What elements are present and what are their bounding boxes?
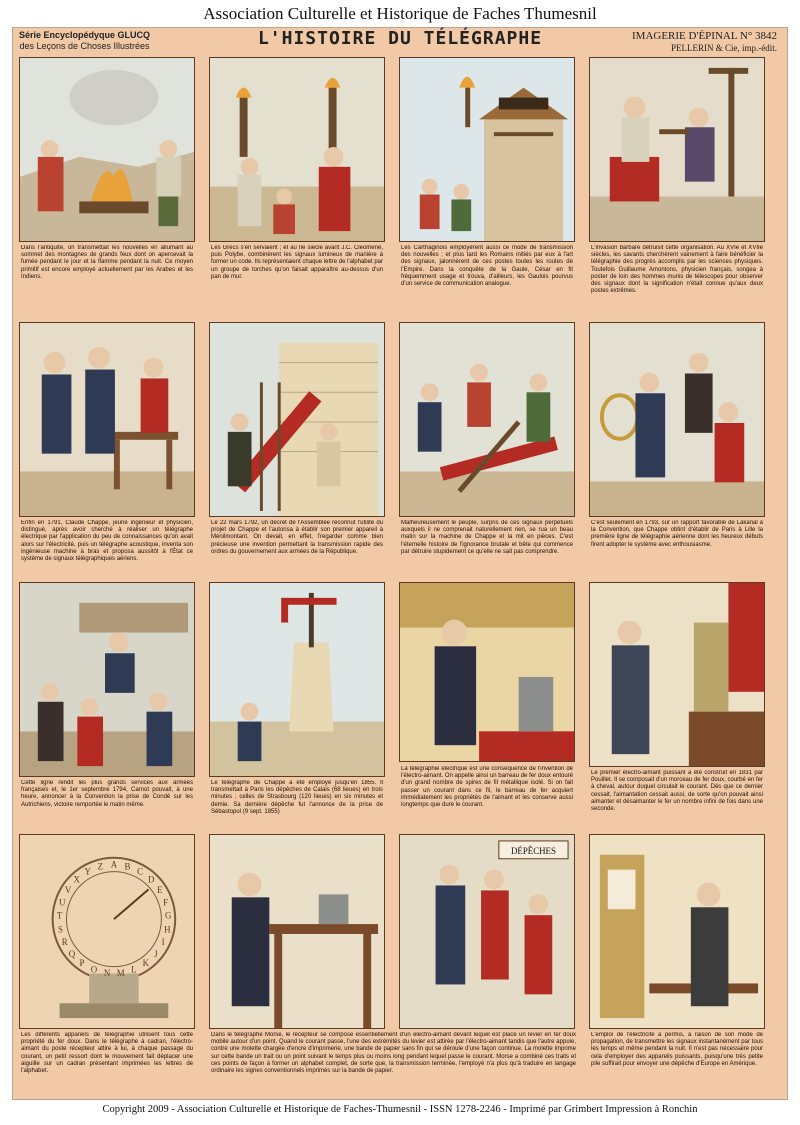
illustration-morse-operator	[209, 834, 385, 1029]
illustration-signal-fires	[19, 57, 195, 242]
panel-caption: Les différents appareils de télégraphie utilisent tous cette propriété du fer doux. Dans le télégraphe à cadran, l'électro-aimant du poste récepteur attire à lui, à chaque passage du courant, un petit ressort dont le mouvement fait déplacer une aiguille sur un cadran présentant imprimées les lettres de l'alphabet.	[21, 1032, 193, 1075]
dial-letter: K	[142, 958, 150, 969]
dial-letter: M	[116, 968, 125, 979]
illustration-electromagnet	[399, 582, 575, 762]
footer-copyright: Copyright 2009 - Association Culturelle et Historique de Faches-Thumesnil - ISSN 1278-2246 - Imprimé par Grimbert Impression à Ronchin	[102, 1104, 698, 1115]
panel-caption: L'emploi de l'électricité a permis, à raison de son mode de propagation, de transmettre les signaux instantanément par tous les temps et même pendant la nuit. Il n'est pas nécessaire pour cela d'employer des appareils puissants, puisqu'une très petite pile suffirait pour envoyer une dépêche d'Europe en Amérique.	[591, 1032, 763, 1067]
illustration-telescopes	[589, 57, 765, 242]
poster-title: L'HISTOIRE DU TÉLÉGRAPHE	[257, 28, 543, 49]
dial-letter: I	[161, 937, 165, 948]
panel-5	[19, 322, 195, 582]
depeches-sign-text: DÉPÊCHES	[511, 845, 556, 856]
poster-sheet	[12, 27, 788, 1100]
panel-11	[399, 582, 575, 834]
dial-letter: G	[164, 910, 172, 921]
panel-caption: Les Carthaginois employèrent aussi ce mode de transmission des nouvelles ; et plus tard les Romains initiés par eux à l'art des signaux, jalonnèrent de ces postes toutes les routes de l'Empire. Dans la conquête de la Gaule, César en fit fréquemment usage et trouva, d'ailleurs, les Gaulois pourvus d'un service de communication analogue.	[401, 245, 573, 288]
dial-letter: O	[90, 964, 98, 975]
illustration-first-apparatus	[209, 322, 385, 517]
illustration-chappe-tower	[209, 582, 385, 777]
poster-header	[13, 28, 787, 56]
series-subtitle: des Leçons de Choses Illustrées	[19, 41, 150, 51]
imagerie-label	[632, 30, 777, 54]
dial-letter: C	[137, 866, 144, 877]
dial-letter: F	[163, 897, 169, 908]
dial-letter: L	[131, 964, 137, 975]
illustration-dial-telegraph	[19, 834, 195, 1029]
panel-caption: Cette ligne rendit les plus grands services aux armées françaises et, le 1er septembre 1794, Carnot pouvait, à une heure, annoncer à la Convention la prise de Condé sur les Autrichiens, victoire remportée le matin même.	[21, 780, 193, 808]
panel-2	[209, 57, 385, 322]
dial-letter: R	[61, 937, 68, 948]
dial-letter: P	[79, 958, 85, 969]
panel-caption: Le premier électro-aimant puissant a été construit en 1831 par Pouillet. Il se composait d'un morceau de fer doux, courbé en fer à cheval, autour duquel circulait le courant. Dès que ce dernier cessait, l'aimantation cessait aussi, de sorte qu'on pouvait ainsi aimanter et désaimanter le fer un nombre infini de fois dans une seconde.	[591, 770, 763, 813]
dial-letter: Q	[68, 948, 76, 959]
panel-caption: Le 22 mars 1792, un décret de l'Assemblée reconnut l'utilité du projet de Chappe et l'autorisa à établir son premier appareil à Ménilmontant. On devait, en effet, l'regarder comme bien précieuse une invention permettant la transmission rapide des ordres du gouvernement aux armées de la République.	[211, 520, 383, 555]
panel-6	[209, 322, 385, 582]
panel-7	[399, 322, 575, 582]
dial-letter: T	[56, 910, 63, 921]
panel-caption: C'est seulement en 1793, sur un rapport favorable de Lakanal à la Convention, que Chappe obtint d'établir de Paris à Lille la première ligne de télégraphie aérienne dont les heureux débuts firent adopter le système avec enthousiasme.	[591, 520, 763, 548]
dial-letter: H	[164, 924, 171, 935]
dial-letter: U	[59, 897, 66, 908]
panel-10	[209, 582, 385, 834]
dial-letter: X	[73, 874, 80, 885]
panel-caption: Malheureusement le peuple, surpris de ces signaux perpétuels auxquels il ne comprenait naturellement rien, se rua un beau matin sur la machine de Chappe et la mit en pièces. C'est l'éternelle histoire de l'ignorance brutale et bête qui commence par détruire stupidement ce qu'elle ne sait pas comprendre.	[401, 520, 573, 555]
panel-caption: Les Grecs s'en servaient ; et au IIe siècle avant J.C. Cléomène, puis Polybe, combinèrent les signaux lumineux de manière à former un code. Ils représentaient chaque lettre de l'alphabet par un groupe de torches qu'on faisait apparaître au-dessus d'un pan de mur.	[211, 245, 383, 280]
panel-16	[589, 834, 765, 1096]
panel-1	[19, 57, 195, 322]
panel-15	[399, 834, 575, 1029]
panel-12	[589, 582, 765, 834]
illustration-carnot-announcement	[19, 582, 195, 777]
dial-letter: D	[147, 874, 155, 885]
publisher: PELLERIN & Cie, imp.-édit.	[671, 43, 777, 53]
illustration-roman-tower	[399, 57, 575, 242]
imagerie-number: IMAGERIE D'ÉPINAL N° 3842	[632, 30, 777, 42]
dial-letter: Y	[84, 866, 91, 877]
panel-caption: Dans l'antiquité, on transmettait les nouvelles en allumant au sommet des montagnes de grands feux dont on apercevait la fumée pendant le jour et la flamme pendant la nuit. Ce moyen primitif est encore employé actuellement par les Arabes et les Indiens.	[21, 245, 193, 280]
illustration-morse-receiver	[589, 834, 765, 1029]
illustration-news-office	[399, 834, 575, 1029]
illustration-pouillet	[589, 582, 765, 767]
panel-4	[589, 57, 765, 322]
dial-letter: N	[103, 968, 111, 979]
dial-letter: Z	[97, 861, 104, 872]
panel-caption: L'invasion barbare détruisit cette organisation. Au XVIe et XVIIe siècles, les savants cherchèrent vainement à faire bénéficier la télégraphie des progrès accomplis par les sciences physiques. Toutefois Guillaume Amontons, physicien français, songea à poster de loin des hommes munis de télescopes pour observer des signaux dont la signification n'était connue qu'aux deux postes extrêmes.	[591, 245, 763, 295]
panel-3	[399, 57, 575, 322]
dial-letter: A	[110, 859, 118, 870]
illustration-destruction	[399, 322, 575, 517]
panel-caption: Dans le télégraphe Morse, le récepteur se compose essentiellement d'un électro-aimant devant lequel est placé un levier en fer doux mobile autour d'un point. Quand le courant passe, l'une des extrémités du levier est attirée par l'électro-aimant tandis que l'autre appuie, contre une molette chargée d'encre d'imprimerie, une bande de papier sans fin qui se déroule d'une façon continue. La molette imprime sur cette bande un trait ou un point suivant le temps plus ou moins long pendant lequel passe le courant. Morse a combiné ces traits et ces points de façon à former un alphabet complet, de sorte que, la transmission terminée, l'employé n'a plus qu'à traduire en langage ordinaire les signes conventionnels imprimés sur la bande de papier.	[211, 1032, 576, 1075]
panel-9	[19, 582, 195, 834]
panel-8	[589, 322, 765, 582]
illustration-greek-torches	[209, 57, 385, 242]
dial-letter: B	[124, 861, 131, 872]
panel-caption: Le télégraphe de Chappe a été employé jusqu'en 1855. Il transmettait à Paris les dépêches de Calais (68 lieues) en trois minutes ; celles de Strasbourg (120 lieues) en six minutes et demie. Sa dernière dépêche fut l'annonce de la prise de Sébastopol (9 sept. 1855)	[211, 780, 383, 815]
illustration-lakanal-convention	[589, 322, 765, 517]
panel-caption: Enfin en 1791, Claude Chappe, jeune ingénieur et physicien, distingué, après avoir cherché à réaliser un télégraphe électrique par l'application du peu de connaissances qu'on avait alors sur l'électricité, puis un télégraphe acoustique, inventa son ingénieuse machine à bras et proposa aussitôt à l'État ce système de signaux télégraphiques aériens.	[21, 520, 193, 563]
page-title: Association Culturelle et Historique de Faches Thumesnil	[203, 4, 597, 23]
dial-letter: E	[157, 884, 163, 895]
panel-caption: La télégraphie électrique est une conséquence de l'invention de l'électro-aimant. On appelle ainsi un barreau de fer doux entouré d'un grand nombre de spires de fil métallique isolé. Si on fait passer un courant dans ce fil, le barreau de fer acquiert immédiatement les propriétés de l'aimant et les conserve aussi longtemps que dure le courant.	[401, 766, 573, 809]
series-name: Série Encyclopédyque GLUCQ	[19, 30, 151, 40]
panel-13	[19, 834, 195, 1096]
dial-letter: J	[154, 948, 158, 959]
illustration-claude-chappe	[19, 322, 195, 517]
dial-letter: V	[64, 884, 72, 895]
dial-letter: S	[58, 924, 64, 935]
